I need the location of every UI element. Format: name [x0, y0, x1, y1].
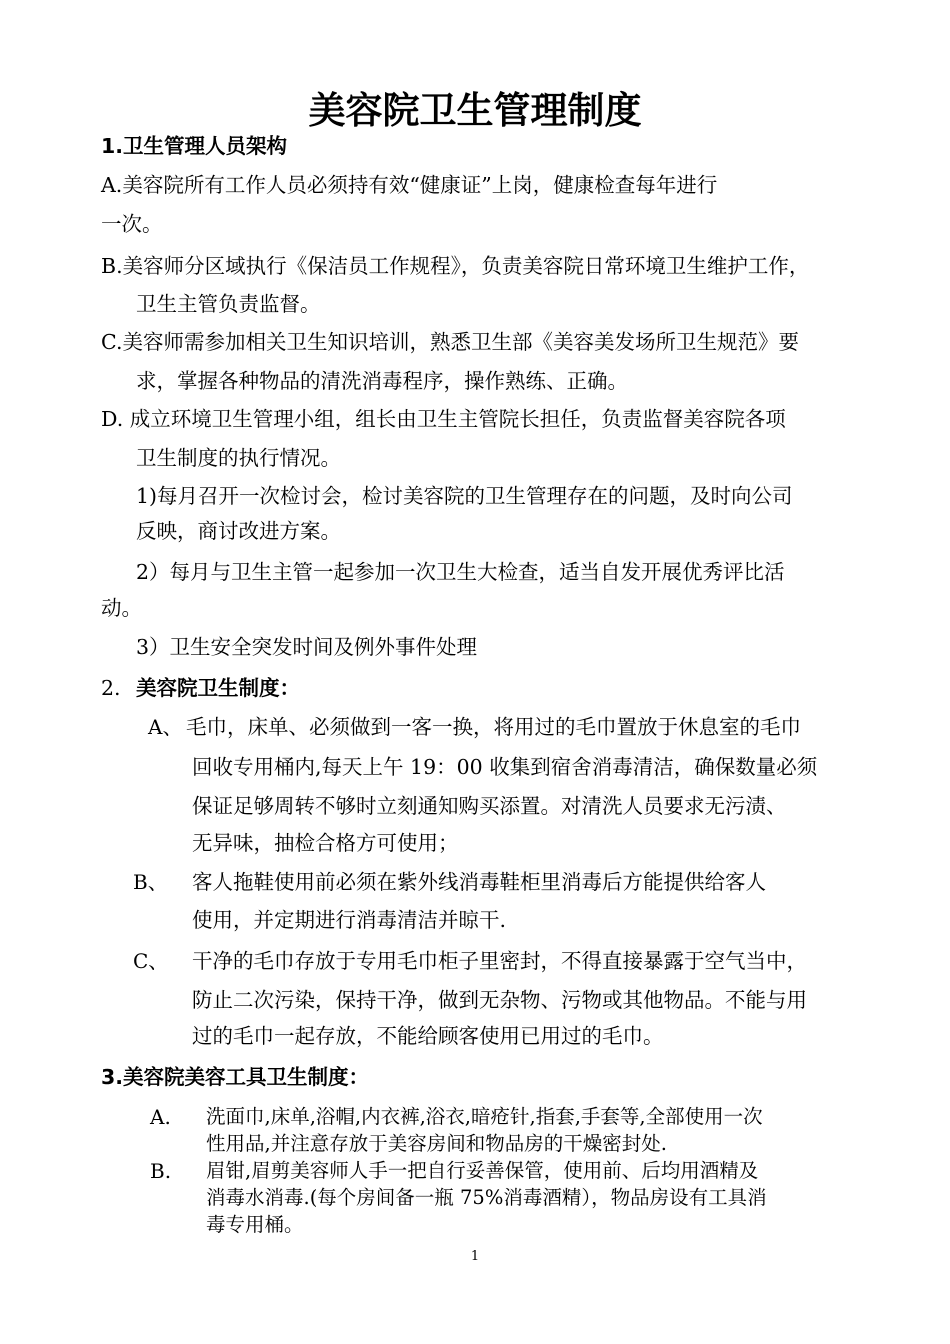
- section-3-heading: 3.美容院美容工具卫生制度：: [101, 1065, 370, 1089]
- section-3-item-b-line-3: 毒专用桶。: [206, 1213, 304, 1236]
- section-1-item-b-line-1: B.美容师分区域执行《保洁员工作规程》，负责美容院日常环境卫生维护工作，: [101, 254, 810, 278]
- section-2-number: 2.: [101, 676, 121, 700]
- section-1-item-d-line-2: 卫生制度的执行情况。: [136, 446, 341, 470]
- section-1-item-c-line-1: C.美容师需参加相关卫生知识培训，熟悉卫生部《美容美发场所卫生规范》要: [101, 330, 799, 354]
- section-1-item-d-line-1: D. 成立环境卫生管理小组，组长由卫生主管院长担任，负责监督美容院各项: [101, 407, 786, 431]
- section-2-item-a-line-3: 保证足够周转不够时立刻通知购买添置。对清洗人员要求无污渍、: [192, 794, 787, 818]
- section-2-item-b-line-1: 客人拖鞋使用前必须在紫外线消毒鞋柜里消毒后方能提供给客人: [192, 870, 766, 894]
- section-1-heading: 1.卫生管理人员架构: [101, 134, 288, 158]
- section-3-item-a-line-1: 洗面巾,床单,浴帽,内衣裤,浴衣,暗疮针,指套,手套等,全部使用一次: [206, 1105, 763, 1128]
- section-2-heading: 美容院卫生制度：: [136, 676, 300, 700]
- section-2-item-c-line-2: 防止二次污染，保持干净，做到无杂物、污物或其他物品。不能与用: [192, 988, 807, 1012]
- section-2-item-c-line-3: 过的毛巾一起存放，不能给顾客使用已用过的毛巾。: [192, 1024, 664, 1048]
- section-1-subitem-2-line-2: 动。: [101, 596, 142, 620]
- section-2-item-c-label: C、: [133, 949, 169, 973]
- section-1-item-b-line-2: 卫生主管负责监督。: [136, 292, 321, 316]
- section-2-item-a-label: A、: [148, 715, 183, 739]
- section-1-item-c-line-2: 求，掌握各种物品的清洗消毒程序，操作熟练、正确。: [136, 369, 628, 393]
- section-2-item-a-line-4: 无异味，抽检合格方可使用；: [192, 831, 459, 855]
- section-1-item-a-line-1: A.美容院所有工作人员必须持有效“健康证”上岗，健康检查每年进行: [101, 173, 718, 197]
- section-3-item-b-line-1: 眉钳,眉剪美容师人手一把自行妥善保管，使用前、后均用酒精及: [206, 1159, 759, 1182]
- section-2-item-b-line-2: 使用，并定期进行消毒清洁并晾干.: [192, 908, 507, 932]
- section-2-item-a-line-2: 回收专用桶内,每天上午 19：00 收集到宿舍消毒清洁，确保数量必须: [192, 755, 818, 779]
- section-2-item-b-label: B、: [133, 870, 168, 894]
- document-title: 美容院卫生管理制度: [308, 89, 642, 132]
- section-3-item-a-label: A.: [150, 1105, 171, 1129]
- section-3-item-b-line-2: 消毒水消毒.(每个房间备一瓶 75%消毒酒精），物品房设有工具消: [206, 1186, 767, 1209]
- section-1-subitem-1-line-1: 1)每月召开一次检讨会，检讨美容院的卫生管理存在的问题，及时向公司: [136, 484, 793, 508]
- section-3-item-b-label: B.: [150, 1159, 172, 1183]
- section-2-item-a-line-1: 毛巾，床单、必须做到一客一换，将用过的毛巾置放于休息室的毛巾: [186, 715, 801, 739]
- section-1-subitem-3: 3）卫生安全突发时间及例外事件处理: [136, 635, 478, 659]
- section-1-item-a-line-2: 一次。: [101, 212, 163, 236]
- section-1-subitem-2-line-1: 2）每月与卫生主管一起参加一次卫生大检查，适当自发开展优秀评比活: [136, 560, 785, 584]
- section-3-item-a-line-2: 性用品,并注意存放于美容房间和物品房的干燥密封处.: [206, 1132, 667, 1155]
- page-number: 1: [470, 1249, 480, 1264]
- section-1-subitem-1-line-2: 反映，商讨改进方案。: [136, 519, 341, 543]
- section-2-item-c-line-1: 干净的毛巾存放于专用毛巾柜子里密封，不得直接暴露于空气当中，: [192, 949, 807, 973]
